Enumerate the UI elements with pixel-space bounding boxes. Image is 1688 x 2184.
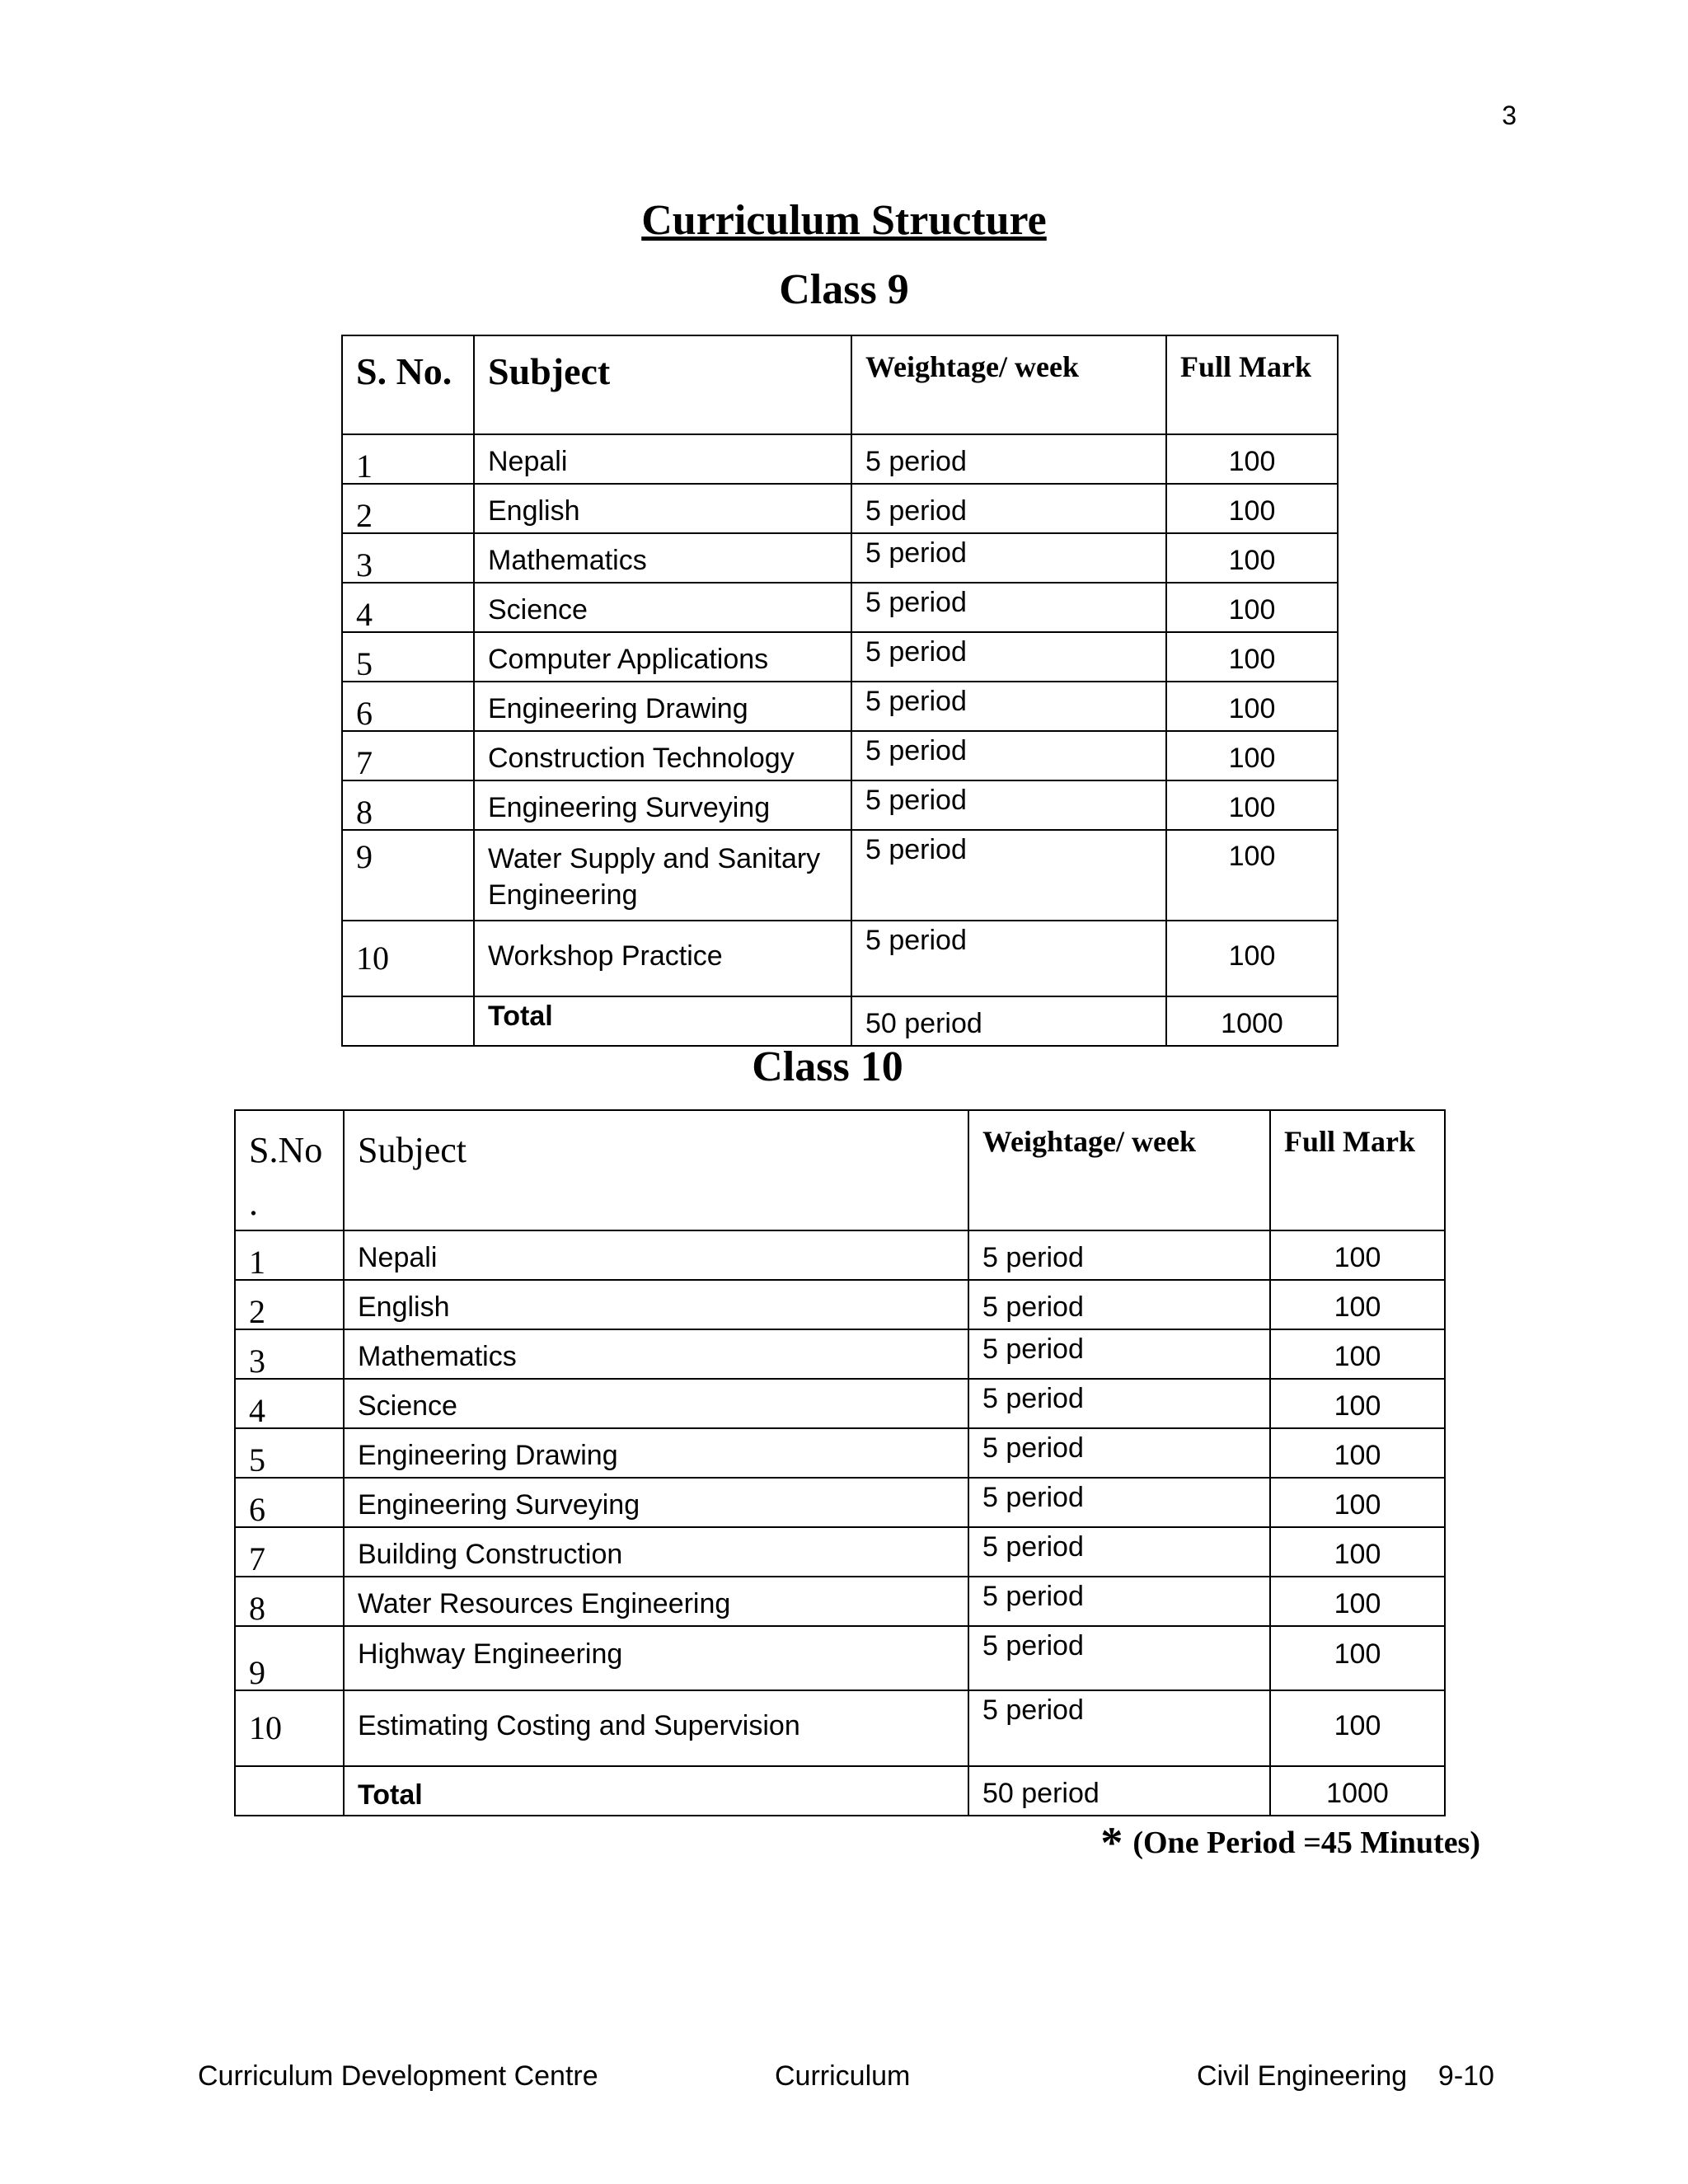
cell-sno: 9: [235, 1626, 344, 1690]
cell-weightage: 5 period: [968, 1626, 1270, 1690]
cell-subject: English: [344, 1280, 968, 1329]
table-row: [235, 1230, 1445, 1280]
cell-subject: Highway Engineering: [344, 1626, 968, 1690]
period-note-text: (One Period =45 Minutes): [1132, 1825, 1480, 1860]
cell-weightage: 5 period: [851, 583, 1166, 632]
cell-sno: 6: [235, 1478, 344, 1527]
cell-sno: 8: [342, 780, 474, 830]
cell-sno: 1: [342, 434, 474, 484]
cell-full-mark: 100: [1270, 1428, 1445, 1478]
cell-full-mark: 100: [1270, 1329, 1445, 1379]
cell-subject: Engineering Surveying: [474, 780, 851, 830]
cell-subject: Estimating Costing and Supervision: [344, 1690, 968, 1766]
table-row: [235, 1428, 1445, 1478]
cell-subject: Building Construction: [344, 1527, 968, 1577]
cell-sno: 4: [235, 1379, 344, 1428]
table-row: [235, 1527, 1445, 1577]
table-header-row: [235, 1110, 1445, 1230]
cell-weightage: 5 period: [968, 1577, 1270, 1626]
total-weightage: 50 period: [851, 996, 1166, 1046]
cell-sno: 10: [342, 921, 474, 996]
cell-weightage: 5 period: [968, 1230, 1270, 1280]
cell-sno: 9: [342, 830, 474, 921]
table-total-row: [342, 996, 1338, 1046]
cell-sno: 7: [235, 1527, 344, 1577]
cell-full-mark: 100: [1166, 830, 1338, 921]
cell-weightage: 5 period: [968, 1379, 1270, 1428]
cell-sno: 8: [235, 1577, 344, 1626]
cell-weightage: 5 period: [968, 1690, 1270, 1766]
header-weightage: Weightage/ week: [968, 1110, 1270, 1230]
class10-table: [234, 1109, 1446, 1816]
cell-subject: Science: [344, 1379, 968, 1428]
table-row: [235, 1280, 1445, 1329]
cell-weightage: 5 period: [851, 921, 1166, 996]
footer-center: Curriculum: [775, 2060, 911, 2092]
cell-full-mark: 100: [1166, 682, 1338, 731]
period-note: [1071, 1817, 1480, 1868]
table-row: [235, 1577, 1445, 1626]
cell-weightage: 5 period: [851, 731, 1166, 780]
cell-weightage: 5 period: [851, 484, 1166, 533]
cell-full-mark: 100: [1166, 583, 1338, 632]
table-row: [342, 484, 1338, 533]
cell-full-mark: 100: [1270, 1690, 1445, 1766]
cell-full-mark: 100: [1166, 484, 1338, 533]
cell-sno: 7: [342, 731, 474, 780]
page-number: 3: [1502, 101, 1517, 130]
cell-full-mark: 100: [1166, 780, 1338, 830]
cell-weightage: 5 period: [851, 434, 1166, 484]
cell-sno: 5: [342, 632, 474, 682]
table-row: [342, 632, 1338, 682]
cell-weightage: 5 period: [851, 830, 1166, 921]
header-sno: S.No .: [235, 1110, 344, 1230]
cell-sno: 3: [342, 533, 474, 583]
cell-full-mark: 100: [1270, 1280, 1445, 1329]
cell-subject: Nepali: [474, 434, 851, 484]
cell-subject: English: [474, 484, 851, 533]
total-label: Total: [344, 1766, 968, 1816]
footer-right: Civil Engineering 9-10: [1197, 2060, 1494, 2092]
cell-subject: Engineering Surveying: [344, 1478, 968, 1527]
cell-weightage: 5 period: [968, 1428, 1270, 1478]
cell-empty: [342, 996, 474, 1046]
table-row: [235, 1478, 1445, 1527]
table-row: [235, 1379, 1445, 1428]
cell-subject: Mathematics: [474, 533, 851, 583]
table-row: [342, 533, 1338, 583]
cell-weightage: 5 period: [968, 1329, 1270, 1379]
cell-sno: 4: [342, 583, 474, 632]
header-full-mark: Full Mark: [1166, 335, 1338, 434]
cell-weightage: 5 period: [968, 1280, 1270, 1329]
cell-sno: 6: [342, 682, 474, 731]
cell-sno: 3: [235, 1329, 344, 1379]
cell-sno: 10: [235, 1690, 344, 1766]
cell-empty: [235, 1766, 344, 1816]
total-weightage: 50 period: [968, 1766, 1270, 1816]
cell-weightage: 5 period: [968, 1527, 1270, 1577]
cell-sno: 2: [342, 484, 474, 533]
header-full-mark: Full Mark: [1270, 1110, 1445, 1230]
cell-full-mark: 100: [1270, 1626, 1445, 1690]
header-weightage: Weightage/ week: [851, 335, 1166, 434]
asterisk: *: [1100, 1818, 1123, 1868]
table-row: [342, 583, 1338, 632]
cell-subject: Engineering Drawing: [344, 1428, 968, 1478]
cell-weightage: 5 period: [851, 682, 1166, 731]
cell-weightage: 5 period: [851, 632, 1166, 682]
header-subject: Subject: [344, 1110, 968, 1230]
table-row: [342, 780, 1338, 830]
cell-sno: 5: [235, 1428, 344, 1478]
cell-subject: Computer Applications: [474, 632, 851, 682]
cell-subject: Water Resources Engineering: [344, 1577, 968, 1626]
cell-subject: Nepali: [344, 1230, 968, 1280]
cell-full-mark: 100: [1270, 1577, 1445, 1626]
table-row: [235, 1690, 1445, 1766]
cell-subject: Science: [474, 583, 851, 632]
header-subject: Subject: [474, 335, 851, 434]
cell-sno: 1: [235, 1230, 344, 1280]
cell-weightage: 5 period: [851, 533, 1166, 583]
header-sno: S. No.: [342, 335, 474, 434]
cell-full-mark: 100: [1166, 632, 1338, 682]
table-row: [235, 1626, 1445, 1690]
cell-weightage: 5 period: [851, 780, 1166, 830]
cell-weightage: 5 period: [968, 1478, 1270, 1527]
cell-full-mark: 100: [1270, 1379, 1445, 1428]
cell-full-mark: 100: [1166, 731, 1338, 780]
cell-full-mark: 100: [1270, 1230, 1445, 1280]
table-row: [342, 830, 1338, 921]
total-full-mark: 1000: [1270, 1766, 1445, 1816]
class10-heading: Class 10: [752, 1043, 903, 1090]
table-row: [342, 731, 1338, 780]
cell-subject: Water Supply and Sanitary Engineering: [474, 830, 851, 921]
table-row: [342, 921, 1338, 996]
page-title: Curriculum Structure: [641, 197, 1047, 244]
table-row: [342, 434, 1338, 484]
cell-full-mark: 100: [1270, 1478, 1445, 1527]
total-full-mark: 1000: [1166, 996, 1338, 1046]
cell-full-mark: 100: [1166, 434, 1338, 484]
total-label: Total: [474, 996, 851, 1046]
cell-full-mark: 100: [1166, 921, 1338, 996]
cell-full-mark: 100: [1270, 1527, 1445, 1577]
class9-heading: Class 9: [779, 266, 909, 313]
cell-subject: Engineering Drawing: [474, 682, 851, 731]
table-total-row: [235, 1766, 1445, 1816]
table-header-row: [342, 335, 1338, 434]
cell-full-mark: 100: [1166, 533, 1338, 583]
cell-subject: Construction Technology: [474, 731, 851, 780]
cell-subject: Mathematics: [344, 1329, 968, 1379]
class9-table: [341, 335, 1339, 1047]
cell-sno: 2: [235, 1280, 344, 1329]
table-row: [235, 1329, 1445, 1379]
footer-left: Curriculum Development Centre: [198, 2060, 598, 2092]
table-row: [342, 682, 1338, 731]
cell-subject: Workshop Practice: [474, 921, 851, 996]
